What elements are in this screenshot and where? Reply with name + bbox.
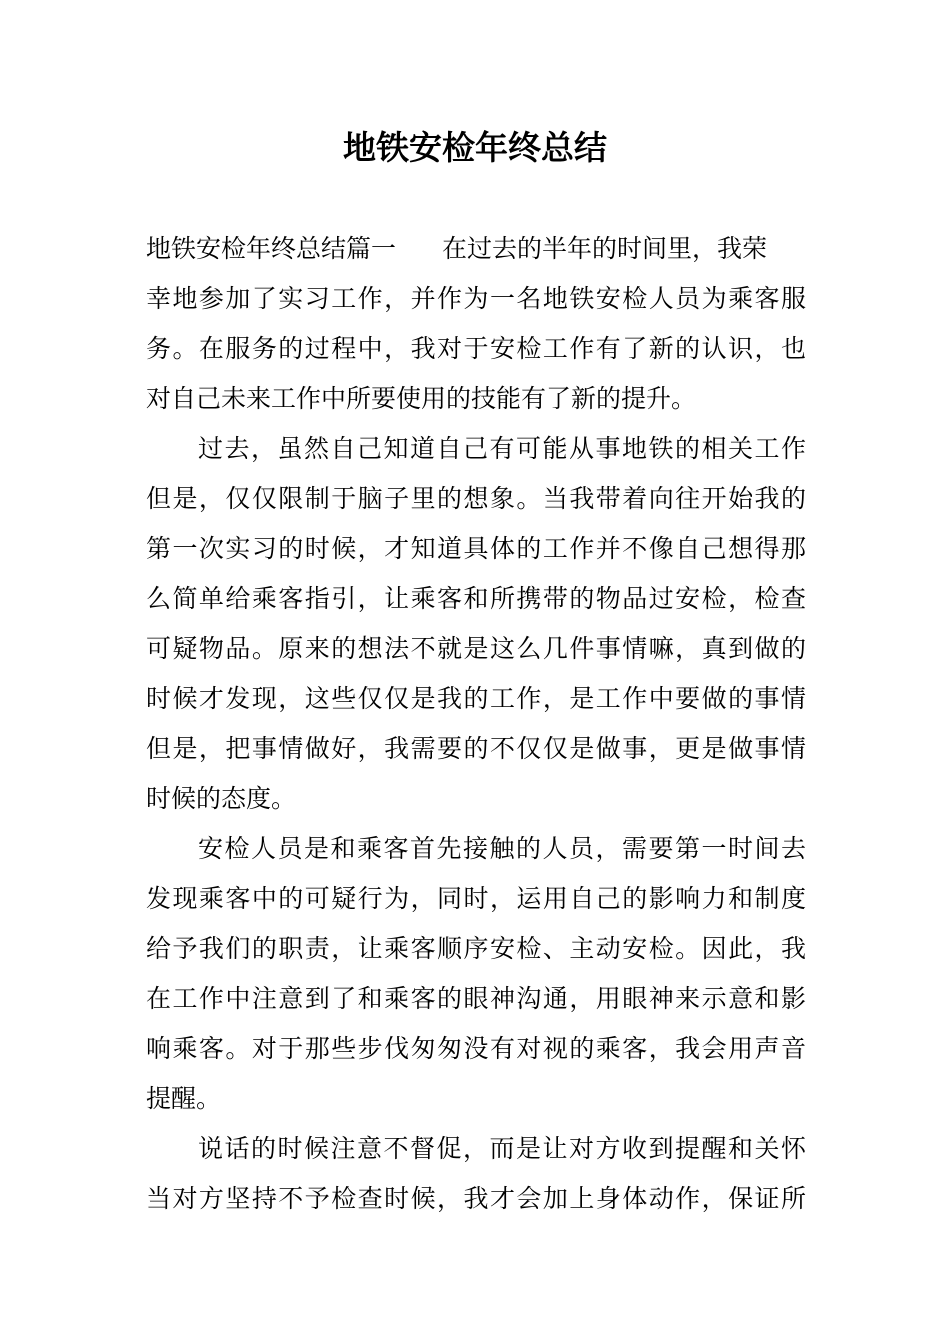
- paragraph-2-line-7: 但是，把事情做好，我需要的不仅仅是做事，更是做事情: [146, 734, 806, 763]
- document-body: [146, 224, 806, 1224]
- paragraph-3-line-5: 响乘客。对于那些步伐匆匆没有对视的乘客，我会用声音: [146, 1034, 806, 1063]
- paragraph-3-line-4: 在工作中注意到了和乘客的眼神沟通，用眼神来示意和影: [146, 984, 806, 1013]
- paragraph-2-line-4: 么简单给乘客指引，让乘客和所携带的物品过安检，检查: [146, 584, 806, 613]
- paragraph-1-line-2: 幸地参加了实习工作，并作为一名地铁安检人员为乘客服: [146, 284, 806, 313]
- paragraph-3-line-6: 提醒。: [146, 1084, 222, 1113]
- paragraph-2-line-8: 时候的态度。: [146, 784, 297, 813]
- paragraph-4-line-2: 当对方坚持不予检查时候，我才会加上身体动作，保证所: [146, 1184, 806, 1213]
- paragraph-3-line-3: 给予我们的职责，让乘客顺序安检、主动安检。因此，我: [146, 934, 806, 963]
- paragraph-3-line-1: 安检人员是和乘客首先接触的人员，需要第一时间去: [198, 834, 806, 863]
- paragraph-2-line-1: 过去，虽然自己知道自己有可能从事地铁的相关工作: [198, 434, 806, 463]
- intro-heading: 地铁安检年终总结篇一: [146, 234, 397, 263]
- paragraph-1-line-4: 对自己未来工作中所要使用的技能有了新的提升。: [146, 384, 697, 413]
- paragraph-2-line-5: 可疑物品。原来的想法不就是这么几件事情嘛，真到做的: [146, 634, 806, 663]
- paragraph-2-line-6: 时候才发现，这些仅仅是我的工作，是工作中要做的事情: [146, 684, 806, 713]
- paragraph-2-line-3: 第一次实习的时候，才知道具体的工作并不像自己想得那: [146, 534, 806, 563]
- paragraph-1-line-1-text: 在过去的半年的时间里，我荣: [442, 234, 768, 263]
- paragraph-1-line-3: 务。在服务的过程中，我对于安检工作有了新的认识，也: [146, 334, 806, 363]
- paragraph-2-line-2: 但是，仅仅限制于脑子里的想象。当我带着向往开始我的: [146, 484, 806, 513]
- paragraph-4-line-1: 说话的时候注意不督促，而是让对方收到提醒和关怀: [198, 1134, 806, 1163]
- document-title: 地铁安检年终总结: [343, 128, 607, 167]
- paragraph-3-line-2: 发现乘客中的可疑行为，同时，运用自己的影响力和制度: [146, 884, 806, 913]
- paragraph-1-line-1: [146, 224, 806, 274]
